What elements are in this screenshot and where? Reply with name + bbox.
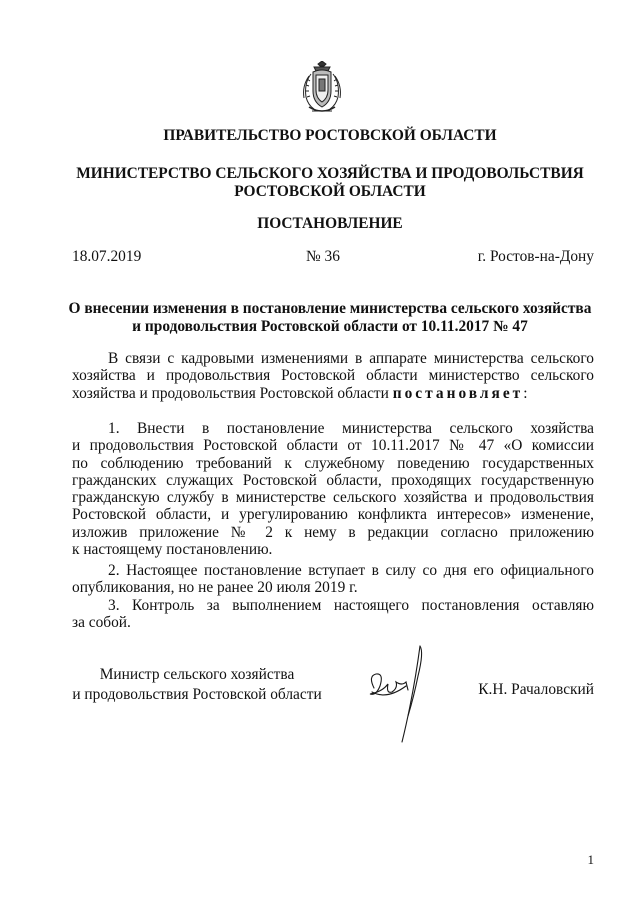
preamble-colon: : <box>523 384 528 402</box>
item-1-line: 1. Внести в постановление министерства сельского хозяйства <box>108 420 594 437</box>
document-number: № 36 <box>306 248 340 265</box>
date-number-place-row <box>72 248 594 266</box>
signatory-name: К.Н. Рачаловский <box>478 681 594 698</box>
item-2-line: опубликования, но не ранее 20 июля 2019 г. <box>72 579 358 597</box>
document-date: 18.07.2019 <box>72 248 142 265</box>
document-place: г. Ростов-на-Дону <box>477 248 594 265</box>
item-1-line: изложив приложение № 2 к нему в редакции согласно приложению <box>72 523 594 541</box>
ministry-heading-line1: МИНИСТЕРСТВО СЕЛЬСКОГО ХОЗЯЙСТВА И ПРОДОВОЛЬСТВИЯ <box>76 165 584 182</box>
preamble-paragraph <box>72 350 594 402</box>
item-1-line: и продовольствия Ростовской области от 10.11.2017 № 47 «О комиссии <box>72 437 594 455</box>
preamble-line3-text: хозяйства и продовольствия Ростовской области <box>72 384 389 402</box>
item-1-line: Ростовской области, и урегулированию конфликта интересов» изменение, <box>72 506 594 524</box>
item-3-line: 3. Контроль за выполнением настоящего постановления оставляю <box>108 597 594 614</box>
signatory-title <box>72 665 322 705</box>
item-1-line: гражданскую службу в министерстве сельского хозяйства и продовольствия <box>72 489 594 507</box>
signatory-title-line2: и продовольствия Ростовской области <box>72 686 322 703</box>
item-3-paragraph <box>72 597 594 632</box>
document-title-line2: и продовольствия Ростовской области от 10.11.2017 № 47 <box>132 318 528 335</box>
decree-keyword: постановляет <box>392 384 524 402</box>
government-heading: ПРАВИТЕЛЬСТВО РОСТОВСКОЙ ОБЛАСТИ <box>163 127 497 144</box>
item-1-paragraph <box>72 420 594 558</box>
item-2-line: 2. Настоящее постановление вступает в силу со дня его официального <box>108 562 594 579</box>
item-2-paragraph <box>72 562 594 597</box>
document-title-line1: О внесении изменения в постановление министерства сельского хозяйства <box>68 300 592 317</box>
preamble-line: хозяйства и продовольствия Ростовской области министерство сельского <box>72 367 594 385</box>
signatory-title-line1: Министр сельского хозяйства <box>99 666 295 683</box>
item-1-line: гражданских служащих Ростовской области, проходящих государственную <box>72 471 594 489</box>
page-number: 1 <box>587 852 594 867</box>
coat-of-arms-emblem <box>299 61 345 117</box>
document-type-heading: ПОСТАНОВЛЕНИЕ <box>257 215 403 232</box>
item-3-line: за собой. <box>72 614 131 632</box>
item-1-line: по соблюдению требований к служебному поведению государственных <box>72 454 594 472</box>
handwritten-signature <box>362 636 442 746</box>
preamble-line: В связи с кадровыми изменениями в аппарате министерства сельского <box>108 350 594 367</box>
ministry-heading-line2: РОСТОВСКОЙ ОБЛАСТИ <box>234 183 426 200</box>
preamble-line <box>72 385 594 402</box>
item-1-line: к настоящему постановлению. <box>72 541 273 559</box>
